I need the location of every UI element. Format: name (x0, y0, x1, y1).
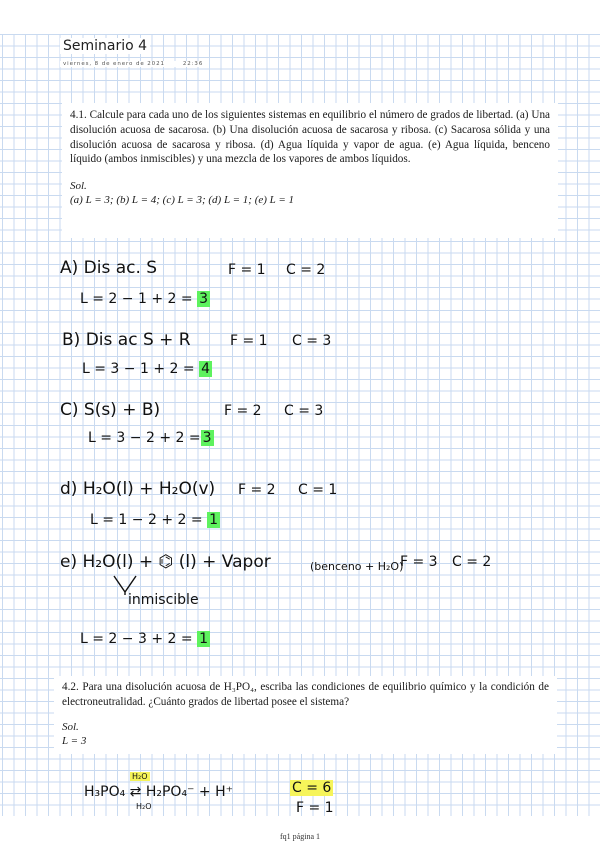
note-c-calc (88, 430, 214, 446)
solution-label: Sol. (62, 720, 79, 733)
note-d-F: F = 2 (238, 482, 276, 498)
note-b-line: B) Dis ac S + R (62, 330, 191, 350)
question-4-2-text: 4.2. Para una disolución acuosa de H₃PO₄, escriba las condiciones de equilibrio químico y la condición de electroneutralidad. ¿Cuánto grados de libertad posee el sistema? (62, 681, 549, 708)
question-4-1-text: 4.1. Calcule para cada uno de los siguientes sistemas en equilibrio el número de grados de libertad. (a) Una disolución acuosa de sacarosa. (b) Una disolución acuosa de sacarosa y ribosa. (c) Sacarosa sólida y una disolución acuosa de sacarosa y ribosa. (d) Agua líquida y vapor de agua. (e) Agua líquida, benceno líquido (ambos inmiscibles) y una mezcla de los vapores de ambos líquidos. (70, 109, 550, 166)
note-a-C: C = 2 (286, 262, 326, 278)
solution-text: L = 3 (62, 734, 87, 747)
question-4-1 (62, 103, 558, 238)
note-a-result: 3 (199, 291, 208, 307)
note-e-calc-text: L = 2 − 3 + 2 = (80, 631, 193, 647)
note-a-calc (80, 291, 210, 307)
note-e-line: e) H₂O(l) + ⌬ (l) + Vapor (60, 552, 271, 572)
solution-label: Sol. (70, 180, 87, 193)
note-b-result: 4 (201, 361, 210, 377)
note-d-result: 1 (209, 512, 218, 528)
question-4-1-solution (70, 179, 550, 207)
note-b-calc-text: L = 3 − 1 + 2 = (82, 361, 195, 377)
eq-under-label: H₂O (136, 802, 152, 811)
note-e-F: F = 3 (400, 554, 438, 570)
note-c-C: C = 3 (284, 403, 324, 419)
note-b-calc (82, 361, 212, 377)
note-e-inmiscible: inmiscible (128, 592, 199, 608)
time-text: 22:36 (182, 61, 204, 67)
note-e-C: C = 2 (452, 554, 492, 570)
note-d-line: d) H₂O(l) + H₂O(v) (60, 479, 216, 499)
note-c-line: C) S(s) + B) (60, 400, 161, 420)
page-footer: fq1 página 1 (280, 832, 320, 841)
note-a-line: A) Dis ac. S (60, 258, 158, 278)
note-a-F: F = 1 (228, 262, 266, 278)
question-4-2-solution (62, 720, 549, 748)
note-e-result: 1 (199, 631, 208, 647)
note-a-calc-text: L = 2 − 1 + 2 = (80, 291, 193, 307)
note-d-C: C = 1 (298, 482, 338, 498)
note-c-result: 3 (202, 430, 212, 446)
question-4-2 (54, 676, 557, 754)
eq-over-label: H₂O (132, 772, 148, 781)
note-e-calc (80, 631, 210, 647)
note-b-F: F = 1 (230, 333, 268, 349)
page-title: Seminario 4 (60, 38, 150, 54)
note2-C: C = 6 (292, 780, 332, 796)
note2-F: F = 1 (296, 800, 334, 816)
note-d-calc-text: L = 1 − 2 + 2 = (90, 512, 203, 528)
note-d-calc (90, 512, 220, 528)
note-c-F: F = 2 (224, 403, 262, 419)
note-e-sub: (benceno + H₂O) (310, 560, 404, 573)
note-b-C: C = 3 (292, 333, 332, 349)
page-date (60, 61, 206, 67)
equilibrium-equation: H₃PO₄ ⇄ H₂PO₄⁻ + H⁺ (84, 784, 233, 800)
solution-text: (a) L = 3; (b) L = 4; (c) L = 3; (d) L = 1; (e) L = 1 (70, 194, 295, 207)
note-c-calc-text: L = 3 − 2 + 2 = (88, 430, 201, 446)
date-text: viernes, 8 de enero de 2021 (63, 61, 165, 67)
